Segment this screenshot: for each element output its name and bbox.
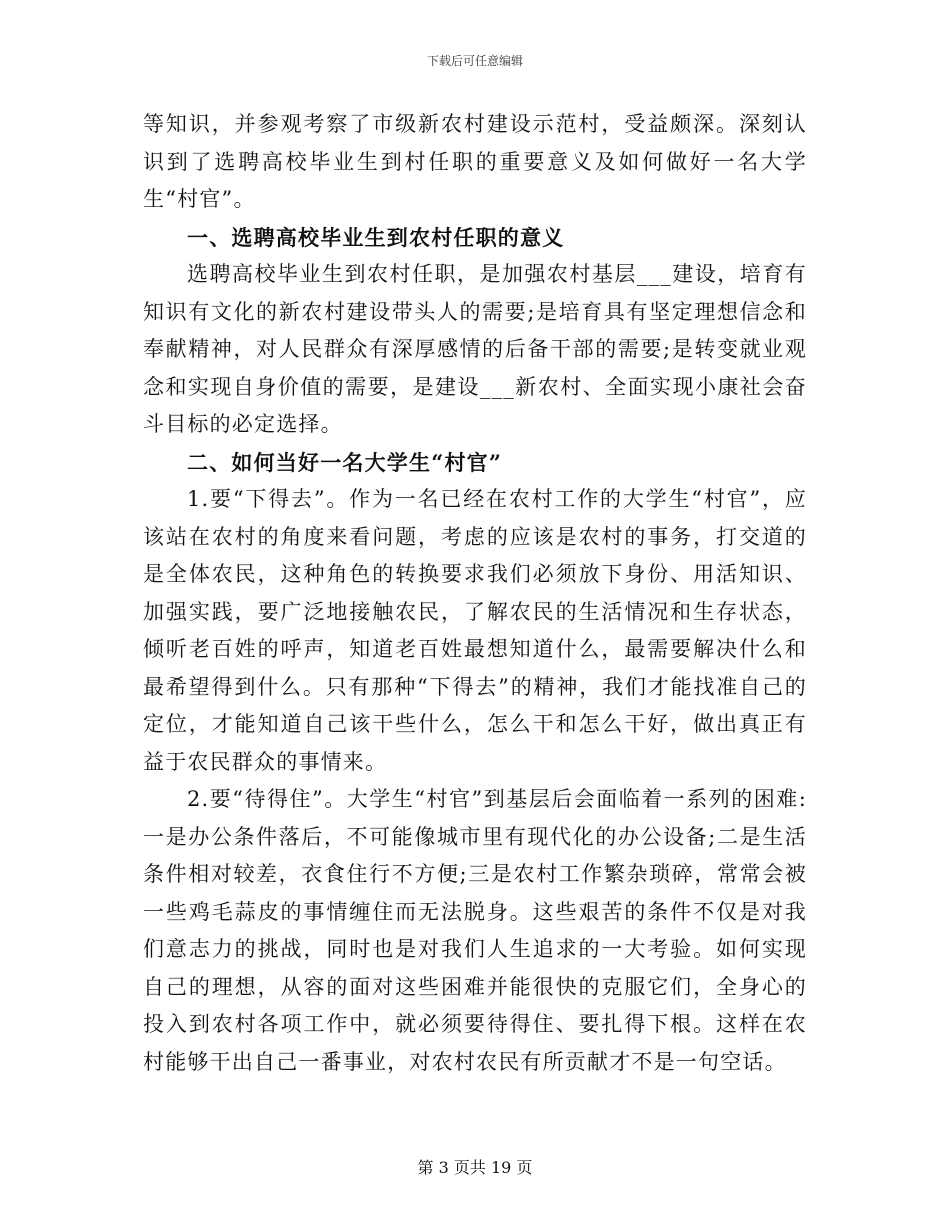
page-number-footer: 第 3 页共 19 页 bbox=[417, 1158, 533, 1177]
section-heading-2: 二、如何当好一名大学生“村官” bbox=[187, 449, 503, 475]
paragraph-point-1: 1.要“下得去”。作为一名已经在农村工作的大学生“村官”，应该站在农村的角度来看问题，考虑的应该是农村的事务，打交道的是全体农民，这种角色的转换要求我们必须放下身份、用活知识、加强实践，要广泛地接触农民，了解农民的生活情况和生存状态，倾听老百姓的呼声，知道老百姓最想知道什么，最需要解决什么和最希望得到什么。只有那种“下得去”的精神，我们才能找准自己的定位，才能知道自己该干些什么，怎么干和怎么干好，做出真正有益于农民群众的事情来。 bbox=[143, 487, 807, 774]
paragraph-significance: 选聘高校毕业生到农村任职，是加强农村基层___建设，培育有知识有文化的新农村建设带头人的需要;是培育具有坚定理想信念和奉献精神，对人民群众有深厚感情的后备干部的需要;是转变就业观念和实现自身价值的需要，是建设___新农村、全面实现小康社会奋斗目标的必定选择。 bbox=[143, 262, 807, 436]
section-heading-1: 一、选聘高校毕业生到农村任职的意义 bbox=[187, 224, 565, 250]
body-text bbox=[143, 106, 807, 1081]
paragraph-point-2: 2.要“待得住”。大学生“村官”到基层后会面临着一系列的困难:一是办公条件落后，不可能像城市里有现代化的办公设备;二是生活条件相对较差，衣食住行不方便;三是农村工作繁杂琐碎，常常会被一些鸡毛蒜皮的事情缠住而无法脱身。这些艰苦的条件不仅是对我们意志力的挑战，同时也是对我们人生追求的一大考验。如何实现自己的理想，从容的面对这些困难并能很快的克服它们，全身心的投入到农村各项工作中，就必须要待得住、要扎得下根。这样在农村能够干出自己一番事业，对农村农民有所贡献才不是一句空话。 bbox=[143, 787, 807, 1074]
header-note: 下载后可任意编辑 bbox=[426, 54, 523, 68]
paragraph-continuation: 等知识，并参观考察了市级新农村建设示范村，受益颇深。深刻认识到了选聘高校毕业生到村任职的重要意义及如何做好一名大学生“村官”。 bbox=[143, 112, 807, 211]
